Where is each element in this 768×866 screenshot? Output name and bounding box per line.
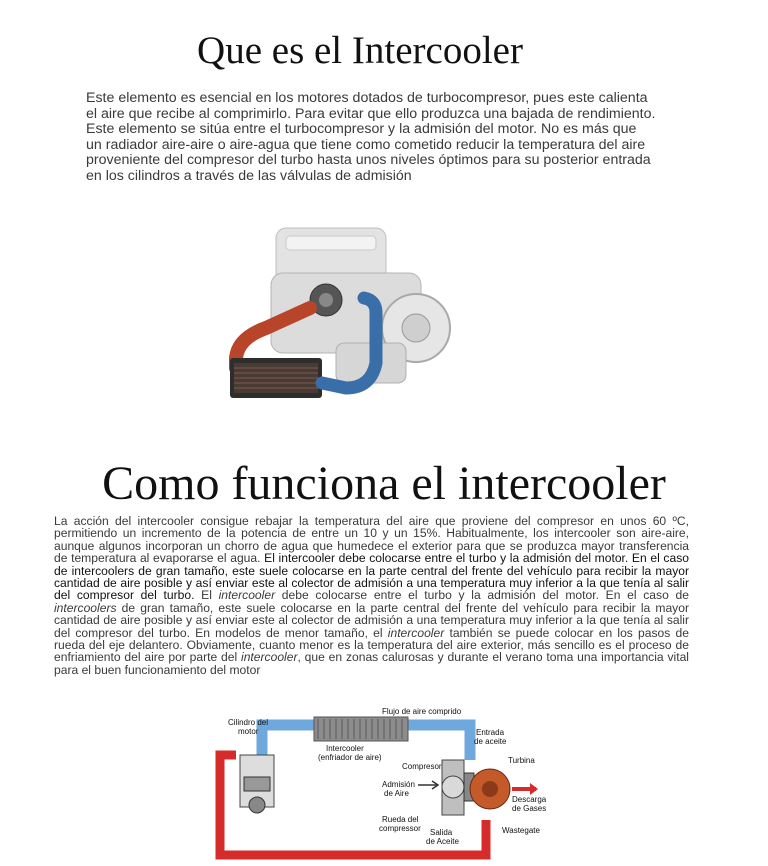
engine-illustration (226, 218, 462, 410)
label-flujo: Flujo de aire comprido (382, 707, 462, 716)
body-text-c7: también se puede colocar en los pasos de rueda del eje delantero. Obviamente, cuanto menor es la temperatura del aire exterior, más sencillo es el proceso de enfriamiento del aire por parte del (54, 625, 689, 665)
body-paragraph (54, 515, 689, 676)
label-admision-2: de Aire (384, 789, 409, 798)
body-text-c6: intercooler (387, 625, 445, 640)
body-text-c1: El (201, 588, 212, 603)
label-compresor: Compresor (402, 762, 442, 771)
label-descarga-2: de Gases (512, 804, 547, 813)
label-salida-2: de Aceite (426, 837, 459, 846)
body-text-a: La acción del intercooler consigue rebajar la temperatura del aire que proviene del compresor en unos 60 ºC, permitiendo un incremento de la potencia de entre un 10 y un 15%. Habitualmente, los intercooler son aire-aire, aunque algunos incorporan un chorro de agua que humedece el exterior para que se produzca mayor transferencia de temperatura al evaporarse el agua. (54, 514, 689, 566)
body-text-c9: , que en zonas calurosas y durante el verano toma una importancia vital para el buen funcionamiento del motor (54, 650, 689, 677)
section-title: Como funciona el intercooler (102, 457, 666, 510)
label-entrada-1: Entrada (476, 728, 505, 737)
body-text-c3: debe colocarse entre el turbo y la admisión del motor. En el caso de (281, 588, 689, 603)
label-cilindro-1: Cilindro del (228, 718, 269, 727)
body-text-b: El intercooler debe colocarse entre el turbo y la admisión del motor. En el caso de intercoolers de gran tamaño, este suele colocarse en la parte central del frente del vehículo para recibir la mayor cantidad de aire posible y así enviar este al colector de admisión a una temperatura muy inferior a la que tenía al salir del compresor del turbo. (54, 551, 689, 603)
label-cilindro-2: motor (238, 727, 259, 736)
intercooler-diagram (206, 705, 564, 865)
label-turbina: Turbina (508, 756, 535, 765)
label-intercooler-2: (enfriador de aire) (318, 753, 382, 762)
body-text-c2: intercooler (218, 588, 276, 603)
body-text-c8: intercooler (241, 650, 298, 665)
label-wastegate: Wastegate (502, 826, 540, 835)
label-rueda-2: compressor (379, 824, 421, 833)
page-title: Que es el Intercooler (197, 29, 523, 72)
label-rueda-1: Rueda del (382, 815, 419, 824)
label-intercooler-1: Intercooler (326, 744, 364, 753)
body-text-c5: de gran tamaño, este suele colocarse en la parte central del frente del vehículo para recibir la mayor cantidad de aire posible y así enviar este al colector de admisión a una temperatura muy inferior a la que tenía al salir del compresor del turbo. En modelos de menor tamaño, el (54, 600, 689, 640)
body-text-c4: intercoolers (54, 600, 117, 615)
label-salida-1: Salida (430, 828, 453, 837)
label-descarga-1: Descarga (512, 795, 547, 804)
label-admision-1: Admisión (382, 780, 415, 789)
label-entrada-2: de aceite (474, 737, 507, 746)
intro-paragraph: Este elemento es esencial en los motores dotados de turbocompresor, pues este calienta el aire que recibe al comprimirlo. Para evitar que ello produzca una bajada de rendimiento. Este elemento se sitúa entre el turbocompresor y la admisión del motor. No es más que un radiador aire-aire o aire-agua que tiene como cometido reducir la temperatura del aire proveniente del compresor del turbo hasta unos niveles óptimos para su posterior entrada en los cilindros a través de las válvulas de admisión (86, 90, 656, 184)
